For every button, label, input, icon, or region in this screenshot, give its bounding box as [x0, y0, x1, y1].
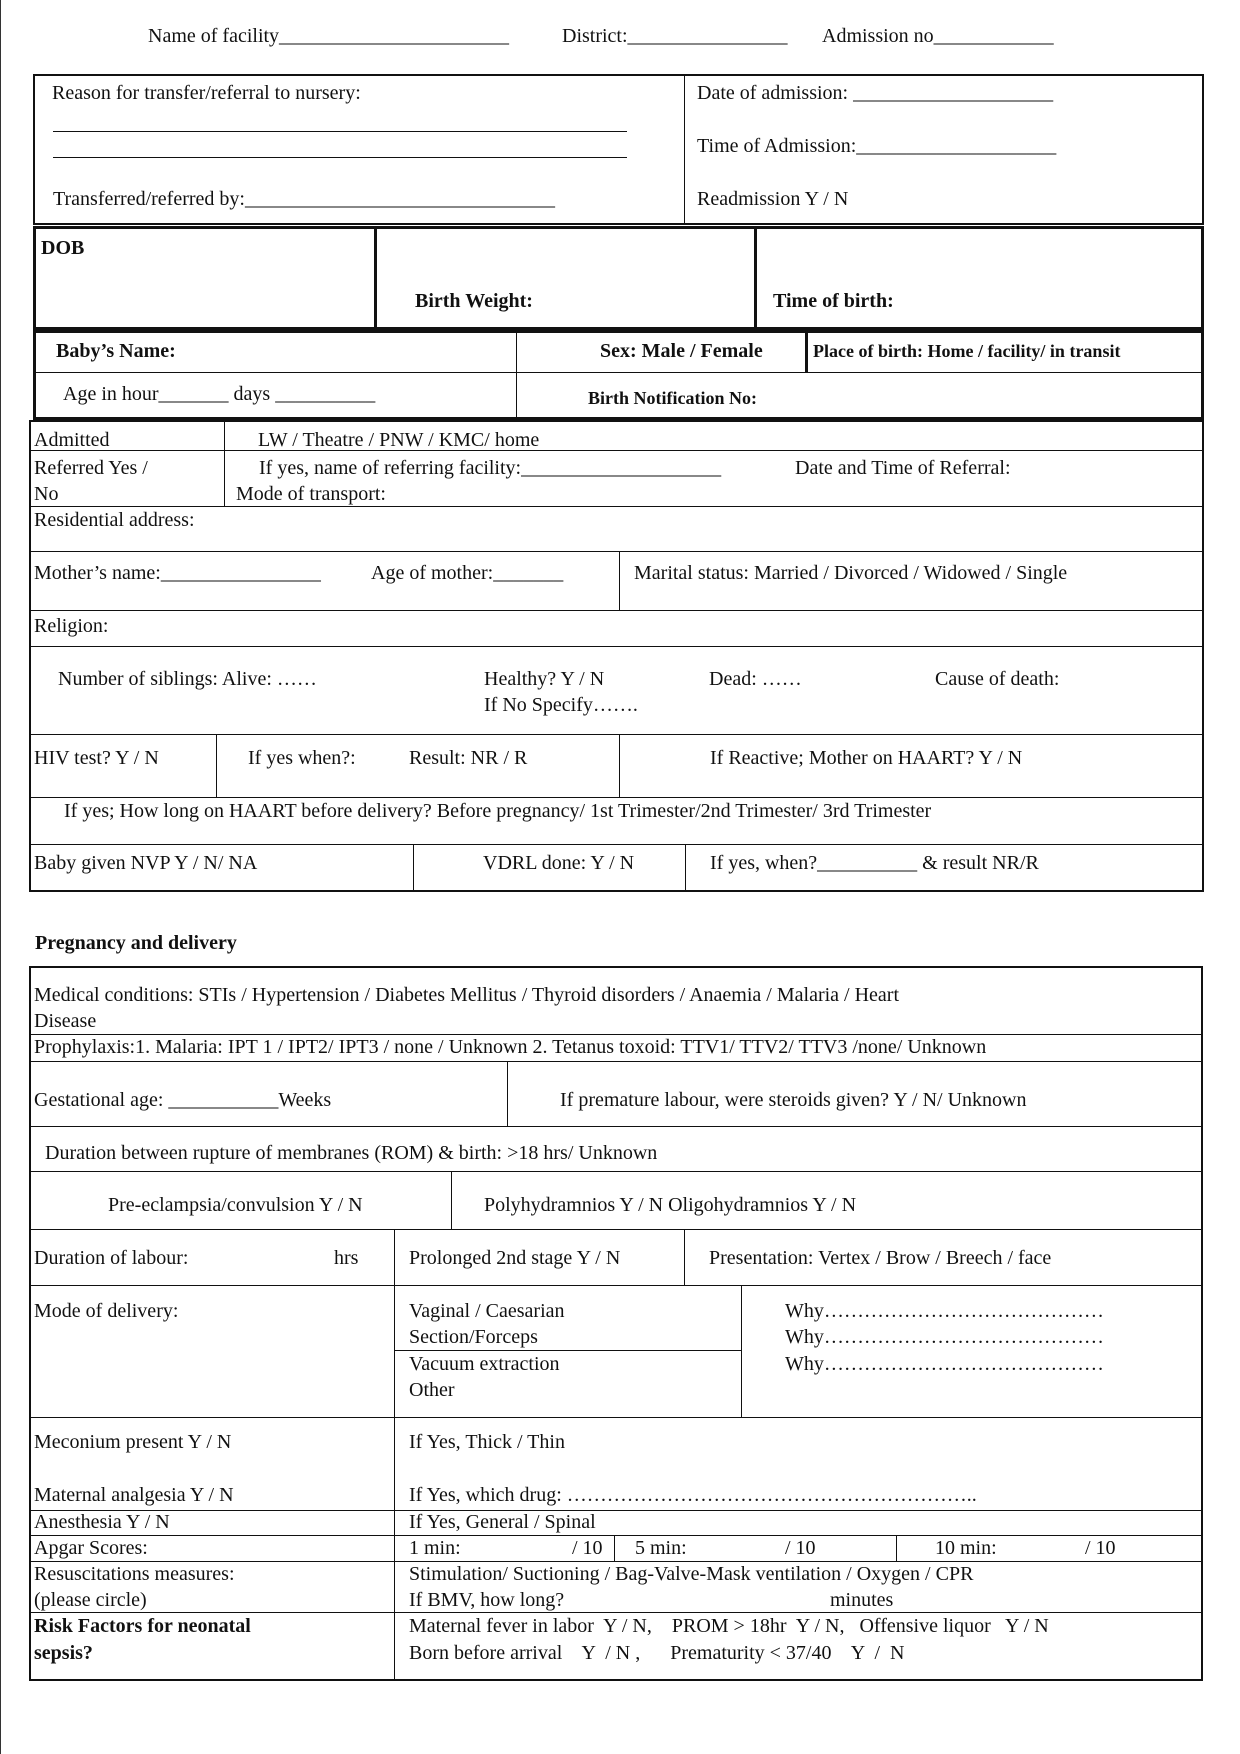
residential-address-field[interactable]: Residential address:: [34, 509, 195, 531]
religion-field[interactable]: Religion:: [34, 615, 109, 637]
medical-conditions-cont[interactable]: Disease: [34, 1010, 97, 1032]
mode-of-delivery-label: Mode of delivery:: [34, 1300, 179, 1322]
info-col-line-5: [413, 844, 414, 892]
siblings-specify-field[interactable]: If No Specify…….: [484, 694, 638, 716]
marital-status-field[interactable]: Marital status: Married / Divorced / Widowed / Single: [634, 562, 1068, 584]
sepsis-risk-label-cont: sepsis?: [34, 1642, 93, 1664]
mother-name-field[interactable]: Mother’s name:________________: [34, 562, 321, 584]
medical-conditions-field[interactable]: Medical conditions: STIs / Hypertension / Diabetes Mellitus / Thyroid disorders / Anaemia / Malaria / Heart: [34, 984, 900, 1006]
baby-divider-2: [805, 330, 808, 372]
transfer-reason-line-2[interactable]: [53, 157, 627, 158]
birth-section: [33, 226, 1204, 330]
bmv-duration-field[interactable]: If BMV, how long?: [409, 1589, 565, 1611]
resuscitation-label: Resuscitations measures:: [34, 1563, 235, 1585]
age-field[interactable]: Age in hour_______ days __________: [63, 383, 376, 405]
birth-divider-2: [754, 226, 757, 330]
sex-field[interactable]: Sex: Male / Female: [600, 340, 763, 362]
haart-field[interactable]: If Reactive; Mother on HAART? Y / N: [710, 747, 1023, 769]
info-row-line-8: [29, 844, 1204, 845]
labour-hrs-unit: hrs: [334, 1247, 359, 1269]
transfer-reason-label: Reason for transfer/referral to nursery:: [52, 82, 361, 104]
anesthesia-type-field[interactable]: If Yes, General / Spinal: [409, 1511, 596, 1533]
preg-row-line-4: [29, 1171, 1203, 1172]
admission-no-field[interactable]: Admission no____________: [822, 25, 1054, 47]
gestational-age-field[interactable]: Gestational age: ___________Weeks: [34, 1089, 332, 1111]
preg-col-line-4: [684, 1229, 685, 1285]
info-col-line-6: [685, 844, 686, 892]
date-time-referral-field[interactable]: Date and Time of Referral:: [795, 457, 1011, 479]
referring-facility-field[interactable]: If yes, name of referring facility:____________________: [259, 457, 722, 479]
time-of-birth-label: Time of birth:: [773, 290, 894, 312]
haart-duration-field[interactable]: If yes; How long on HAART before delivery? Before pregnancy/ 1st Trimester/2nd Trimester/ 3rd Trimester: [64, 800, 932, 822]
preg-row-line-11: [29, 1612, 1203, 1613]
delivery-why-3[interactable]: Why……………………………………: [785, 1353, 1104, 1375]
meconium-type-field[interactable]: If Yes, Thick / Thin: [409, 1431, 565, 1453]
meconium-field[interactable]: Meconium present Y / N: [34, 1431, 232, 1453]
info-row-line-6: [29, 734, 1204, 735]
preg-row-line-5: [29, 1229, 1203, 1230]
preg-row-line-2: [29, 1061, 1203, 1062]
preg-row-line-9: [29, 1535, 1203, 1536]
preg-col-line-2: [451, 1171, 452, 1229]
readmission-field[interactable]: Readmission Y / N: [697, 188, 849, 210]
sepsis-risk-label: Risk Factors for neonatal: [34, 1615, 251, 1637]
preg-row-line-3: [29, 1126, 1203, 1127]
page-left-edge: [0, 0, 1, 1754]
rom-field[interactable]: Duration between rupture of membranes (ROM) & birth: >18 hrs/ Unknown: [45, 1142, 658, 1164]
birth-divider-1: [374, 226, 377, 330]
district-field[interactable]: District:________________: [562, 25, 788, 47]
place-of-birth-field[interactable]: Place of birth: Home / facility/ in transit: [813, 341, 1121, 361]
apgar-10min-field[interactable]: 10 min:: [935, 1537, 997, 1559]
siblings-healthy-field[interactable]: Healthy? Y / N: [484, 668, 605, 690]
delivery-why-1[interactable]: Why……………………………………: [785, 1300, 1104, 1322]
preg-col-line-5: [741, 1285, 742, 1417]
transfer-divider: [684, 74, 685, 225]
preg-col-line-3: [394, 1229, 395, 1681]
maternal-analgesia-field[interactable]: Maternal analgesia Y / N: [34, 1484, 234, 1506]
pregnancy-heading: Pregnancy and delivery: [35, 932, 237, 954]
siblings-alive-field[interactable]: Number of siblings: Alive: ……: [58, 668, 317, 690]
preg-row-line-6: [29, 1285, 1203, 1286]
anesthesia-field[interactable]: Anesthesia Y / N: [34, 1511, 170, 1533]
info-col-line-1: [224, 420, 225, 506]
info-row-line-4: [29, 610, 1204, 611]
apgar-1min-field[interactable]: 1 min:: [409, 1537, 461, 1559]
siblings-dead-field[interactable]: Dead: ……: [709, 668, 802, 690]
cause-of-death-field[interactable]: Cause of death:: [935, 668, 1060, 690]
time-of-admission-field[interactable]: Time of Admission:____________________: [697, 135, 1057, 157]
date-of-admission-field[interactable]: Date of admission: ____________________: [697, 82, 1054, 104]
baby-name-label: Baby’s Name:: [56, 340, 176, 362]
delivery-option-vaginal-caesarian[interactable]: Vaginal / Caesarian: [409, 1300, 565, 1322]
birth-weight-label: Birth Weight:: [415, 290, 533, 312]
hydramnios-field[interactable]: Polyhydramnios Y / N Oligohydramnios Y / N: [484, 1194, 857, 1216]
delivery-option-vacuum[interactable]: Vacuum extraction: [409, 1353, 560, 1375]
delivery-option-other[interactable]: Other: [409, 1379, 455, 1401]
preg-col-line-1: [507, 1061, 508, 1126]
transferred-by-field[interactable]: Transferred/referred by:_______________________________: [53, 188, 555, 210]
info-row-line-2: [29, 506, 1204, 507]
preg-row-line-7: [29, 1417, 1203, 1418]
info-col-line-2: [619, 551, 620, 610]
prophylaxis-field[interactable]: Prophylaxis:1. Malaria: IPT 1 / IPT2/ IPT3 / none / Unknown 2. Tetanus toxoid: TTV1/ TTV2/ TTV3 /none/ Unknown: [34, 1036, 987, 1058]
sepsis-risk-row-2[interactable]: Born before arrival Y / N , Prematurity < 37/40 Y / N: [409, 1642, 905, 1664]
duration-of-labour-field[interactable]: Duration of labour:: [34, 1247, 189, 1269]
analgesia-drug-field[interactable]: If Yes, which drug: ……………………………………………………..: [409, 1484, 977, 1506]
vdrl-when-field[interactable]: If yes, when?__________ & result NR/R: [710, 852, 1039, 874]
hiv-when-field[interactable]: If yes when?:: [248, 747, 356, 769]
mother-age-field[interactable]: Age of mother:_______: [371, 562, 564, 584]
sepsis-risk-row-1[interactable]: Maternal fever in labor Y / N, PROM > 18hr Y / N, Offensive liquor Y / N: [409, 1615, 1049, 1637]
info-row-line-5: [29, 646, 1204, 647]
apgar-5min-out-of: / 10: [785, 1537, 816, 1559]
resuscitation-options[interactable]: Stimulation/ Suctioning / Bag-Valve-Mask ventilation / Oxygen / CPR: [409, 1563, 974, 1585]
preeclampsia-field[interactable]: Pre-eclampsia/convulsion Y / N: [108, 1194, 363, 1216]
delivery-option-section-forceps[interactable]: Section/Forceps: [409, 1326, 538, 1348]
admitted-label: Admitted: [34, 429, 110, 451]
apgar-1min-out-of: / 10: [572, 1537, 603, 1559]
info-row-line-7: [29, 797, 1204, 798]
birth-notification-label: Birth Notification No:: [588, 388, 757, 408]
apgar-10min-out-of: / 10: [1085, 1537, 1116, 1559]
baby-divider-1: [516, 330, 517, 420]
vdrl-field[interactable]: VDRL done: Y / N: [483, 852, 635, 874]
info-col-line-3: [216, 734, 217, 797]
mode-of-transport-field[interactable]: Mode of transport:: [236, 483, 386, 505]
hiv-result-field[interactable]: Result: NR / R: [409, 747, 528, 769]
apgar-col-line-1: [614, 1535, 615, 1561]
presentation-field[interactable]: Presentation: Vertex / Brow / Breech / face: [709, 1247, 1052, 1269]
steroids-field[interactable]: If premature labour, were steroids given? Y / N/ Unknown: [560, 1089, 1027, 1111]
apgar-5min-field[interactable]: 5 min:: [635, 1537, 687, 1559]
facility-name-field[interactable]: Name of facility_______________________: [148, 25, 510, 47]
info-row-line-1: [29, 450, 1204, 451]
prolonged-2nd-stage-field[interactable]: Prolonged 2nd stage Y / N: [409, 1247, 621, 1269]
dob-label: DOB: [41, 237, 85, 259]
referred-label-cont[interactable]: No: [34, 483, 59, 505]
transfer-reason-line-1[interactable]: [53, 131, 627, 132]
apgar-col-line-2: [896, 1535, 897, 1561]
resuscitation-label-note: (please circle): [34, 1589, 147, 1611]
info-col-line-4: [619, 734, 620, 797]
bmv-minutes-unit: minutes: [830, 1589, 894, 1611]
info-row-line-3: [29, 551, 1204, 552]
delivery-inner-line: [394, 1350, 741, 1351]
delivery-why-2[interactable]: Why……………………………………: [785, 1326, 1104, 1348]
baby-section-row-line: [33, 372, 1204, 373]
nvp-field[interactable]: Baby given NVP Y / N/ NA: [34, 852, 258, 874]
apgar-label: Apgar Scores:: [34, 1537, 148, 1559]
preg-row-line-8: [29, 1510, 1203, 1511]
referred-label[interactable]: Referred Yes /: [34, 457, 148, 479]
admitted-options[interactable]: LW / Theatre / PNW / KMC/ home: [258, 429, 540, 451]
hiv-test-field[interactable]: HIV test? Y / N: [34, 747, 159, 769]
